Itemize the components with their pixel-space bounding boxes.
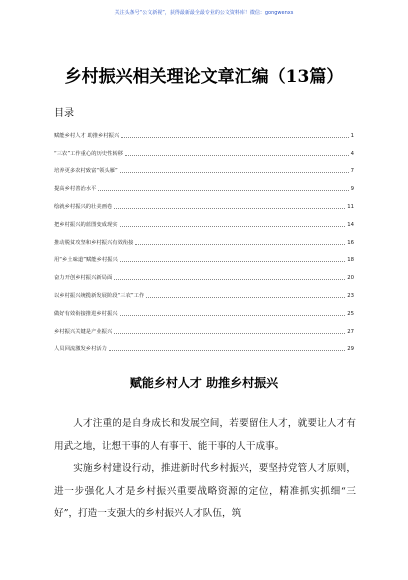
toc-entry-label: 人员回流激发乡村活力 bbox=[54, 346, 107, 353]
body-paragraph: 实施乡村建设行动，推进新时代乡村振兴，要坚持党管人才原则，进一步强化人才是乡村振兴重要战略资源的定位，精准抓实抓细“三好”，打造一支强大的乡村振兴人才队伍，筑 bbox=[54, 463, 356, 519]
toc-entry[interactable] bbox=[54, 139, 354, 157]
toc-entry-label: 以乡村振兴统揽新发展阶段“三农”工作 bbox=[54, 292, 145, 299]
toc-entry-page: 9 bbox=[350, 186, 354, 193]
toc-entry-label: 用“乡土味道”赋能乡村振兴 bbox=[54, 257, 118, 264]
document-title: 乡村振兴相关理论文章汇编（13篇） bbox=[64, 67, 344, 87]
toc-leader-dots bbox=[114, 278, 345, 280]
toc-entry-label: 绘就乡村振兴的壮美画卷 bbox=[54, 203, 113, 210]
toc-entry-page: 29 bbox=[347, 346, 354, 353]
toc-entry-label: 做好有效衔接推进乡村振兴 bbox=[54, 310, 118, 317]
toc-heading: 目录 bbox=[54, 108, 74, 119]
toc-leader-dots bbox=[109, 349, 345, 351]
toc-entry-page: 18 bbox=[347, 257, 354, 264]
toc-leader-dots bbox=[146, 296, 345, 298]
body-paragraph: 人才注重的是自身成长和发展空间，若要留住人才，就要让人才有用武之地，让想干事的人有事干、能干事的人干成事。 bbox=[54, 418, 356, 452]
toc-entry-page: 1 bbox=[350, 132, 354, 139]
toc-entry[interactable] bbox=[54, 281, 354, 299]
toc-entry-label: 提高乡村善治水平 bbox=[54, 186, 97, 193]
toc-entry-page: 11 bbox=[347, 203, 354, 210]
toc-leader-dots bbox=[120, 314, 346, 316]
toc-leader-dots bbox=[120, 260, 345, 262]
toc-leader-dots bbox=[114, 332, 345, 334]
toc-entry-label: 赋能乡村人才 助推乡村振兴 bbox=[54, 132, 120, 139]
table-of-contents bbox=[54, 121, 354, 352]
toc-entry-page: 16 bbox=[347, 239, 354, 246]
toc-entry[interactable] bbox=[54, 246, 354, 264]
toc-entry[interactable] bbox=[54, 317, 354, 335]
toc-entry-page: 27 bbox=[347, 328, 354, 335]
toc-entry-label: “三农”工作重心的历史性转移 bbox=[54, 150, 124, 157]
toc-entry[interactable] bbox=[54, 335, 354, 353]
toc-leader-dots bbox=[135, 243, 345, 245]
toc-entry-label: 培养更多农村致富“领头雁” bbox=[54, 168, 118, 175]
toc-leader-dots bbox=[120, 225, 346, 227]
toc-entry[interactable] bbox=[54, 263, 354, 281]
toc-entry-label: 推动脱贫攻坚和乡村振兴有效衔接 bbox=[54, 239, 134, 246]
toc-leader-dots bbox=[120, 171, 349, 173]
toc-entry-label: 乡村振兴关键是产业振兴 bbox=[54, 328, 113, 335]
toc-entry[interactable] bbox=[54, 121, 354, 139]
toc-entry-label: 奋力开创乡村振兴新局面 bbox=[54, 275, 113, 282]
header-note: 关注头条号“公文新视”，获得最新最全最专业的公文资料库！微信：gongwenxs bbox=[114, 10, 294, 16]
toc-leader-dots bbox=[121, 136, 348, 138]
toc-entry-page: 25 bbox=[347, 310, 354, 317]
section-title: 赋能乡村人才 助推乡村振兴 bbox=[129, 376, 279, 390]
toc-leader-dots bbox=[114, 207, 345, 209]
toc-entry[interactable] bbox=[54, 174, 354, 192]
article-body bbox=[54, 413, 356, 526]
toc-leader-dots bbox=[98, 189, 348, 191]
toc-entry[interactable] bbox=[54, 157, 354, 175]
toc-entry[interactable] bbox=[54, 299, 354, 317]
toc-entry-page: 4 bbox=[350, 150, 354, 157]
toc-entry-page: 23 bbox=[347, 292, 354, 299]
toc-entry-label: 把乡村振兴的蓝图变成现实 bbox=[54, 221, 118, 228]
toc-entry-page: 20 bbox=[347, 275, 354, 282]
toc-leader-dots bbox=[125, 154, 349, 156]
toc-entry-page: 14 bbox=[347, 221, 354, 228]
toc-entry[interactable] bbox=[54, 210, 354, 228]
toc-entry[interactable] bbox=[54, 228, 354, 246]
toc-entry-page: 7 bbox=[350, 168, 354, 175]
toc-entry[interactable] bbox=[54, 192, 354, 210]
